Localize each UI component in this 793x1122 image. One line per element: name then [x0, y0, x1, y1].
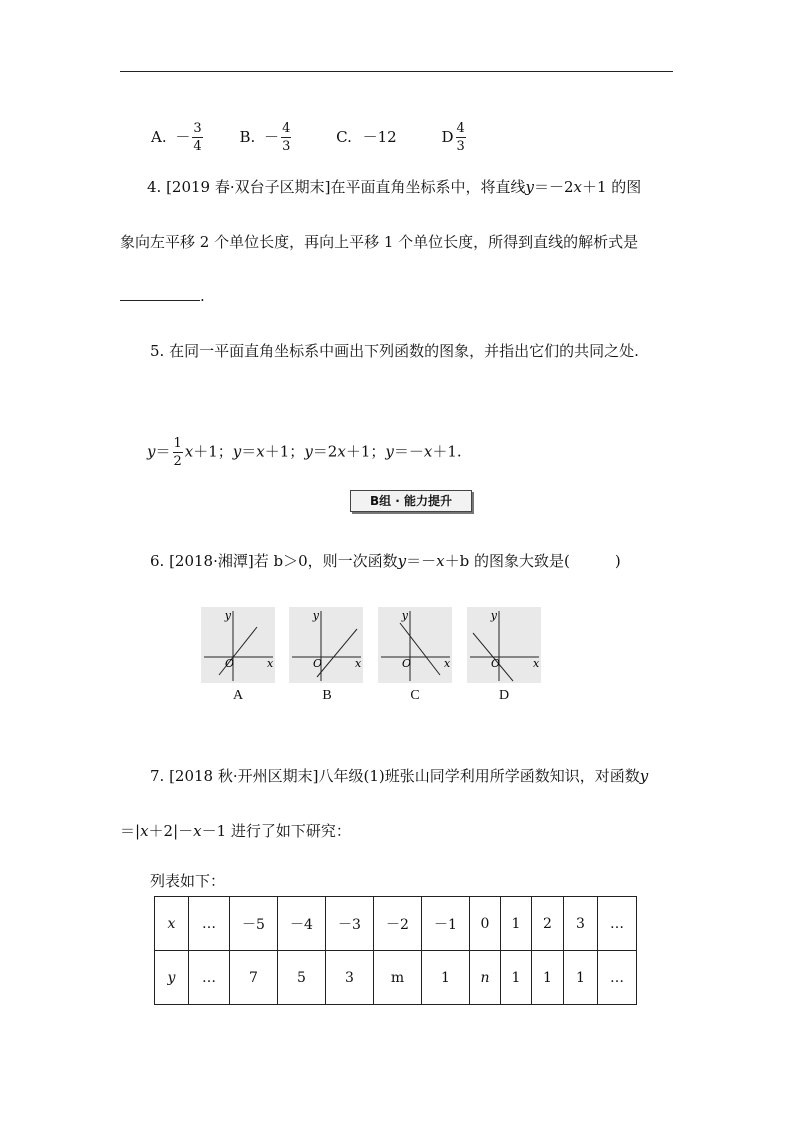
question-4-answer-blank[interactable]: .: [120, 286, 205, 305]
table-cell: 3: [564, 897, 598, 951]
x-axis-label: x: [267, 657, 274, 670]
table-cell: 7: [230, 951, 278, 1005]
table-header-x: x: [155, 897, 189, 951]
graph-a-label: A: [232, 688, 244, 703]
table-cell: －1: [422, 897, 470, 951]
option-c: C. －12: [336, 127, 397, 146]
table-cell: m: [374, 951, 422, 1005]
question-4-line2: 象向左平移 2 个单位长度，再向上平移 1 个单位长度，所得到直线的解析式是: [120, 233, 639, 251]
x-axis-label: x: [533, 657, 540, 670]
table-row-y: [155, 951, 637, 1005]
question-6-text: 6. [2018·湘潭]若 b＞0，则一次函数y＝－x＋b 的图象大致是( ): [150, 552, 621, 570]
y-axis-label: y: [401, 609, 408, 622]
value-table: [154, 896, 637, 1005]
table-cell: 1: [501, 951, 532, 1005]
y-axis-label: y: [312, 609, 319, 622]
list-intro: 列表如下：: [150, 872, 226, 890]
answer-options: [151, 122, 468, 153]
origin-label: O: [402, 657, 412, 670]
option-d: D $\frac{4}{3}$: [441, 121, 465, 154]
graph-background: [378, 607, 452, 683]
graph-d[interactable]: [467, 607, 541, 683]
question-5-functions: y＝ $\frac{1}{2}$ x＋1；y＝x＋1；y＝2x＋1；y＝－x＋1.: [147, 436, 462, 469]
section-badge: B组 · 能力提升: [350, 490, 472, 512]
y-axis-label: y: [490, 609, 497, 622]
x-axis-label: x: [444, 657, 451, 670]
graph-b-label: B: [322, 688, 332, 703]
graph-a[interactable]: [201, 607, 275, 683]
graph-c[interactable]: [378, 607, 452, 683]
table-header-y: y: [155, 951, 189, 1005]
question-5-text: 5. 在同一平面直角坐标系中画出下列函数的图象，并指出它们的共同之处.: [150, 342, 639, 360]
origin-label: O: [313, 657, 323, 670]
top-rule: [120, 71, 673, 72]
question-7-line2: ＝|x＋2|－x－1 进行了如下研究：: [120, 822, 351, 840]
table-cell: n: [470, 951, 501, 1005]
option-b: B. － $\frac{4}{3}$: [239, 121, 291, 154]
table-cell: －2: [374, 897, 422, 951]
table-cell: －4: [278, 897, 326, 951]
option-a: A. － $\frac{3}{4}$: [151, 121, 202, 154]
graph-background: [467, 607, 541, 683]
question-4-line1: 4. [2019 春·双台子区期末]在平面直角坐标系中，将直线y＝－2x＋1 的图: [147, 178, 642, 196]
graph-c-label: C: [410, 688, 420, 703]
table-cell: 2: [532, 897, 564, 951]
table-cell: 1: [501, 897, 532, 951]
table-cell: …: [598, 897, 637, 951]
answer-blank[interactable]: [120, 286, 200, 301]
table-cell: －5: [230, 897, 278, 951]
table-cell: 1: [564, 951, 598, 1005]
table-cell: －3: [326, 897, 374, 951]
question-7-line1: 7. [2018 秋·开州区期末]八年级(1)班张山同学利用所学函数知识，对函数y: [150, 767, 649, 785]
graph-d-label: D: [498, 688, 510, 703]
graph-b[interactable]: [289, 607, 363, 683]
graph-background: [201, 607, 275, 683]
x-axis-label: x: [355, 657, 362, 670]
table-cell: …: [189, 897, 230, 951]
y-axis-label: y: [224, 609, 231, 622]
origin-label: O: [225, 657, 235, 670]
graph-background: [289, 607, 363, 683]
table-cell: 5: [278, 951, 326, 1005]
table-cell: 0: [470, 897, 501, 951]
origin-label: O: [491, 657, 501, 670]
table-cell: 1: [532, 951, 564, 1005]
table-cell: …: [189, 951, 230, 1005]
table-row-x: [155, 897, 637, 951]
table-cell: 3: [326, 951, 374, 1005]
table-cell: 1: [422, 951, 470, 1005]
table-cell: …: [598, 951, 637, 1005]
